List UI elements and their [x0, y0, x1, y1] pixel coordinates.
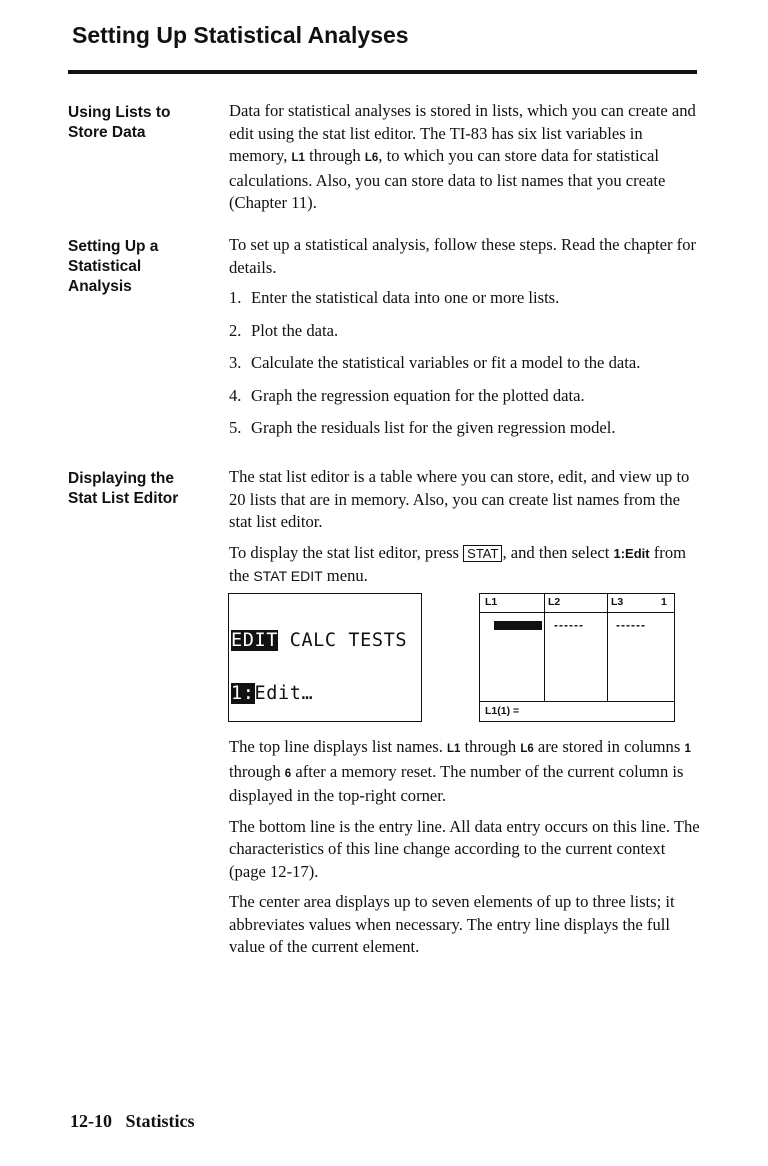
- entry-divider: [480, 701, 674, 702]
- menu-item-number: 1: [231, 682, 243, 704]
- side-heading-using-lists: [68, 103, 218, 143]
- side-heading-line: Using Lists to: [68, 104, 171, 121]
- paragraph: To set up a statistical analysis, follow these steps. Read the chapter for details.: [229, 235, 697, 277]
- section-displaying-body-top: [229, 466, 704, 596]
- section-displaying-body-bottom: [229, 736, 704, 967]
- paragraph: The center area displays up to seven elements of up to three lists; it abbreviates values when necessary. The entry line displays the full value of the current element.: [229, 892, 675, 956]
- column-divider: [607, 594, 608, 701]
- menu-item-label: Edit…: [254, 682, 314, 704]
- paragraph: Data for statistical analyses is stored in lists, which you can create and edit using the stat list editor. The TI-83 has six list variables in memory, L1 through L6, to which you can store data for statistical calculations. Also, you can store data to list names that you create (Chapter 11).: [229, 101, 696, 212]
- paragraph: To display the stat list editor, press STAT , and then select 1:Edit from the STAT EDIT menu.: [229, 542, 687, 585]
- stat-key: STAT: [463, 545, 502, 562]
- column-divider: [544, 594, 545, 701]
- tab-edit: EDIT: [231, 630, 278, 651]
- section-using-lists-body: [229, 100, 704, 223]
- list-item: 3. Calculate the statistical variables or fit a model to the data.: [229, 353, 641, 372]
- paragraph: The top line displays list names. L1 through L6 are stored in columns 1 through 6 after a memory reset. The number of the current column is displayed in the top-right corner.: [229, 737, 691, 805]
- side-heading-setting-up: [68, 237, 218, 297]
- tab-tests: TESTS: [348, 630, 408, 651]
- list-item: 1. Enter the statistical data into one or more lists.: [229, 288, 560, 307]
- side-heading-line: Stat List Editor: [68, 490, 179, 507]
- title-rule: [68, 70, 697, 74]
- stat-edit-menu-screen: [228, 593, 422, 722]
- page-title: Setting Up Statistical Analyses: [72, 22, 409, 48]
- side-heading-line: Setting Up a: [68, 238, 159, 255]
- list-item: 5. Graph the residuals list for the given regression model.: [229, 418, 616, 437]
- entry-line: L1(1) =: [485, 705, 520, 717]
- lcd-text: EDIT CALC TESTS 1:Edit…: [231, 630, 408, 704]
- list-item: 4. Graph the regression equation for the plotted data.: [229, 385, 585, 405]
- paragraph: The bottom line is the entry line. All data entry occurs on this line. The characteristics of this line change according to the current context (page 12-17).: [229, 816, 700, 881]
- stat-list-editor-screen: [479, 593, 675, 722]
- list-item: 2. Plot the data.: [229, 320, 339, 340]
- steps-list: [229, 287, 704, 440]
- side-heading-line: Statistical: [68, 258, 142, 275]
- page-footer: 12-10 Statistics: [70, 1111, 195, 1131]
- column-header: L1: [485, 596, 498, 608]
- empty-cell-dashes: ------: [554, 618, 584, 632]
- column-number: 1: [661, 596, 667, 608]
- side-heading-line: Displaying the: [68, 470, 174, 487]
- column-header: L3: [611, 596, 624, 608]
- side-heading-line: Store Data: [68, 124, 146, 141]
- column-header: L2: [548, 596, 561, 608]
- side-heading-displaying: [68, 469, 218, 509]
- tab-calc: CALC: [289, 630, 337, 651]
- current-cell-cursor: [494, 621, 542, 630]
- empty-cell-dashes: ------: [616, 618, 646, 632]
- paragraph: The stat list editor is a table where you can store, edit, and view up to 20 lists that are in memory. Also, you can create list names from the stat list editor.: [229, 467, 690, 531]
- header-divider: [480, 612, 674, 613]
- side-heading-line: Analysis: [68, 278, 132, 295]
- section-setting-up-body: [229, 234, 704, 450]
